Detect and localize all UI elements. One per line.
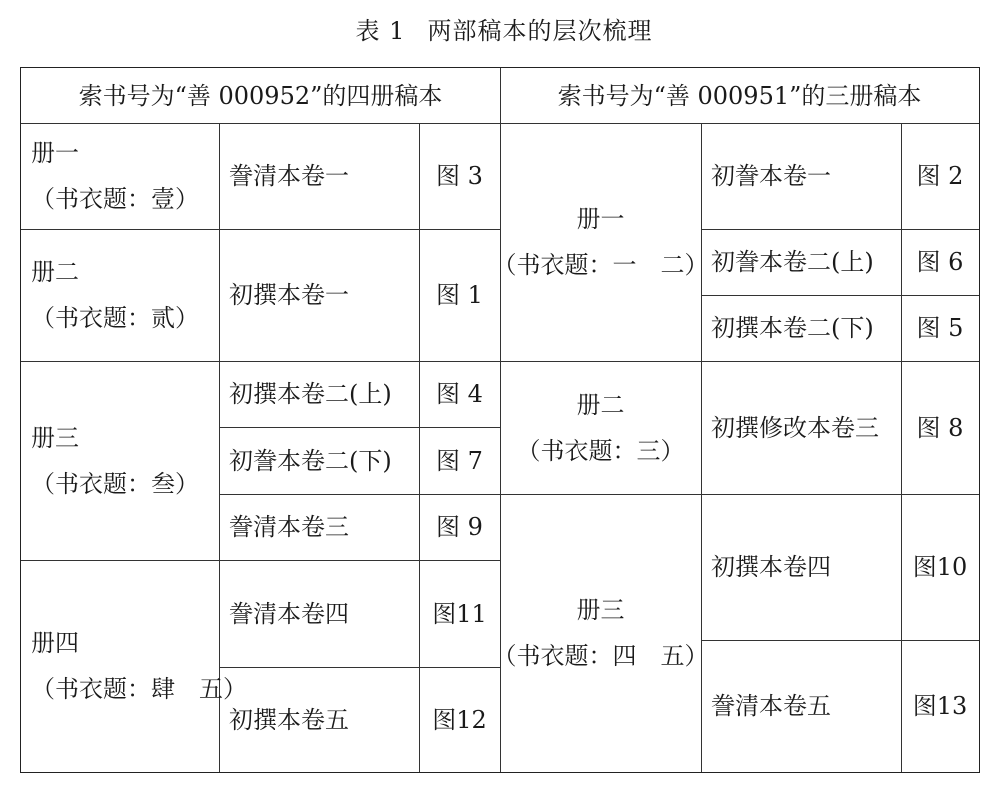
volume-cover: （书衣题：三）: [516, 436, 685, 465]
volume-cover: （书衣题：一 二）: [492, 251, 709, 279]
volume-cover: （书衣题：肆 五）: [31, 675, 247, 703]
right-content-1: 初誊本卷一: [711, 162, 831, 190]
manuscript-table: [20, 67, 980, 773]
volume-name: 册二: [31, 258, 79, 286]
left-content-4: 初誊本卷二(下): [229, 446, 392, 475]
volume-name: 册三: [576, 596, 625, 624]
right-figure-1: 图 2: [916, 162, 964, 190]
left-figure-5: 图 9: [436, 513, 483, 541]
right-content-4: 初撰修改本卷三: [711, 413, 879, 442]
volume-cover: （书衣题：四 五）: [492, 642, 709, 670]
left-figure-6: 图11: [432, 599, 487, 628]
right-figure-5: 图10: [912, 553, 968, 581]
volume-name: 册三: [31, 423, 79, 452]
table-number: 表 1: [355, 17, 406, 45]
left-content-3: 初撰本卷二(上): [229, 380, 392, 408]
left-figure-1: 图 3: [436, 162, 483, 190]
left-volume-2: [21, 229, 219, 361]
right-volume-1: [492, 123, 709, 361]
left-content-2: 初撰本卷一: [229, 281, 349, 309]
table-caption: [0, 14, 1008, 48]
left-content-6: 誊清本卷四: [229, 599, 349, 628]
table-title: 两部稿本的层次梳理: [427, 17, 653, 45]
left-volume-4: [21, 560, 247, 772]
right-header: 索书号为“善 000951”的三册稿本: [557, 81, 922, 110]
right-content-6: 誊清本卷五: [711, 692, 831, 720]
right-volume-3: [492, 494, 709, 772]
left-content-5: 誊清本卷三: [229, 513, 349, 541]
right-content-5: 初撰本卷四: [711, 553, 831, 581]
left-volume-3: [21, 361, 219, 560]
right-content-3: 初撰本卷二(下): [711, 314, 874, 342]
volume-cover: （书衣题：叁）: [31, 469, 199, 498]
left-figure-7: 图12: [432, 705, 487, 734]
left-figure-2: 图 1: [436, 281, 483, 309]
left-content-7: 初撰本卷五: [229, 705, 349, 734]
right-figure-2: 图 6: [916, 248, 964, 276]
right-content-2: 初誊本卷二(上): [711, 248, 874, 276]
left-content-1: 誊清本卷一: [229, 162, 349, 190]
right-figure-3: 图 5: [916, 314, 964, 342]
right-figure-6: 图13: [912, 692, 968, 720]
left-figure-4: 图 7: [436, 446, 483, 475]
volume-name: 册四: [31, 629, 79, 657]
right-figure-4: 图 8: [916, 413, 964, 442]
volume-name: 册二: [576, 390, 625, 419]
left-header: 索书号为“善 000952”的四册稿本: [78, 81, 443, 110]
volume-name: 册一: [576, 205, 625, 233]
left-volume-1: [21, 123, 219, 229]
volume-name: 册一: [31, 139, 79, 167]
volume-cover: （书衣题：壹）: [31, 185, 199, 213]
volume-cover: （书衣题：贰）: [31, 304, 199, 332]
left-figure-3: 图 4: [436, 380, 483, 408]
right-volume-2: [500, 361, 701, 494]
